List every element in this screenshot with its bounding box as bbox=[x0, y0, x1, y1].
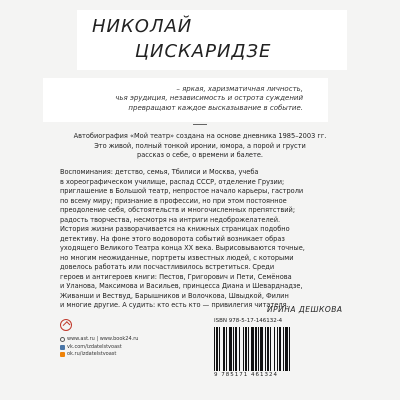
body-line: Живанши и Вествуд, Барышников и Волочкова, Швыдкой, Филин bbox=[60, 291, 289, 300]
ok-icon bbox=[60, 352, 65, 357]
isbn-label: ISBN 978-5-17-146132-4 bbox=[214, 318, 283, 324]
publisher-link-vk[interactable] bbox=[60, 344, 138, 352]
quote-line: – яркая, харизматичная личность, bbox=[176, 85, 303, 93]
link-text: ok.ru/izdatelstvoast bbox=[67, 351, 117, 357]
author-first-name: НИКОЛАЙ bbox=[92, 16, 193, 37]
publisher-link-web[interactable] bbox=[60, 336, 138, 344]
author-last-name: ЦИСКАРИДЗЕ bbox=[135, 41, 272, 62]
link-text: vk.com/izdatelstvoast bbox=[67, 343, 122, 350]
divider bbox=[193, 124, 207, 125]
publisher-logo-icon bbox=[60, 319, 72, 331]
intro-line: Это живой, полный тонкой иронии, юмора, а порой и грусти bbox=[94, 141, 306, 150]
publisher-link-ok[interactable] bbox=[60, 351, 138, 359]
body-line: уходящего Великого Театра конца XX века. Вырисовываются точные, bbox=[60, 244, 305, 252]
body-line: героев и антигероев книги: Пестов, Григорович и Пети, Семёнова bbox=[60, 272, 292, 281]
intro-line: Автобиография «Мой театр» создана на основе дневника 1985–2003 гг. bbox=[73, 132, 327, 140]
body-line: радость творчества, несмотря на интриги недоброжелателей. bbox=[60, 215, 281, 224]
body-line: детективу. На фоне этого водоворота событий возникает образ bbox=[60, 234, 285, 243]
body-line: История жизни разворачивается на книжных страницах подобно bbox=[60, 225, 290, 233]
barcode bbox=[214, 327, 316, 371]
vk-icon bbox=[60, 345, 65, 350]
intro-line: рассказ о себе, о времени и балете. bbox=[137, 151, 263, 159]
body-line: в хореографическом училище, распад СССР, отделение Грузии; bbox=[60, 177, 285, 186]
body-line: но многим неожиданные, портреты известных людей, с которыми bbox=[60, 253, 294, 262]
body-line: преодоление себя, обстоятельств и многочисленных препятствий; bbox=[60, 206, 296, 214]
body-line: и многие другие. А судить: кто есть кто — привилегия читателя. bbox=[60, 301, 289, 309]
body-line: по всему миру; признание в профессии, но при этом постоянное bbox=[60, 196, 287, 205]
intro-paragraph bbox=[60, 132, 340, 161]
signature: ИРИНА ДЕШКОВА bbox=[267, 305, 343, 314]
globe-icon bbox=[60, 337, 65, 342]
body-line: приглашение в Большой театр, непростое начало карьеры, гастроли bbox=[60, 187, 304, 195]
body-line: довелось работать или посчастливилось встретиться. Среди bbox=[60, 263, 275, 271]
publisher-links bbox=[60, 336, 138, 359]
quote-line: чья эрудиция, независимость и острота суждений bbox=[115, 94, 303, 102]
link-text: www.ast.ru | www.book24.ru bbox=[67, 336, 139, 342]
barcode-number: 9 785171 461324 bbox=[214, 372, 278, 378]
body-line: Воспоминания: детство, семья, Тбилиси и Москва, учеба bbox=[60, 168, 259, 176]
body-line: и Уланова, Максимова и Васильев, принцесса Диана и Шеварднадзе, bbox=[60, 282, 303, 290]
quote-line: превращают каждое высказывание в событие. bbox=[128, 104, 303, 112]
